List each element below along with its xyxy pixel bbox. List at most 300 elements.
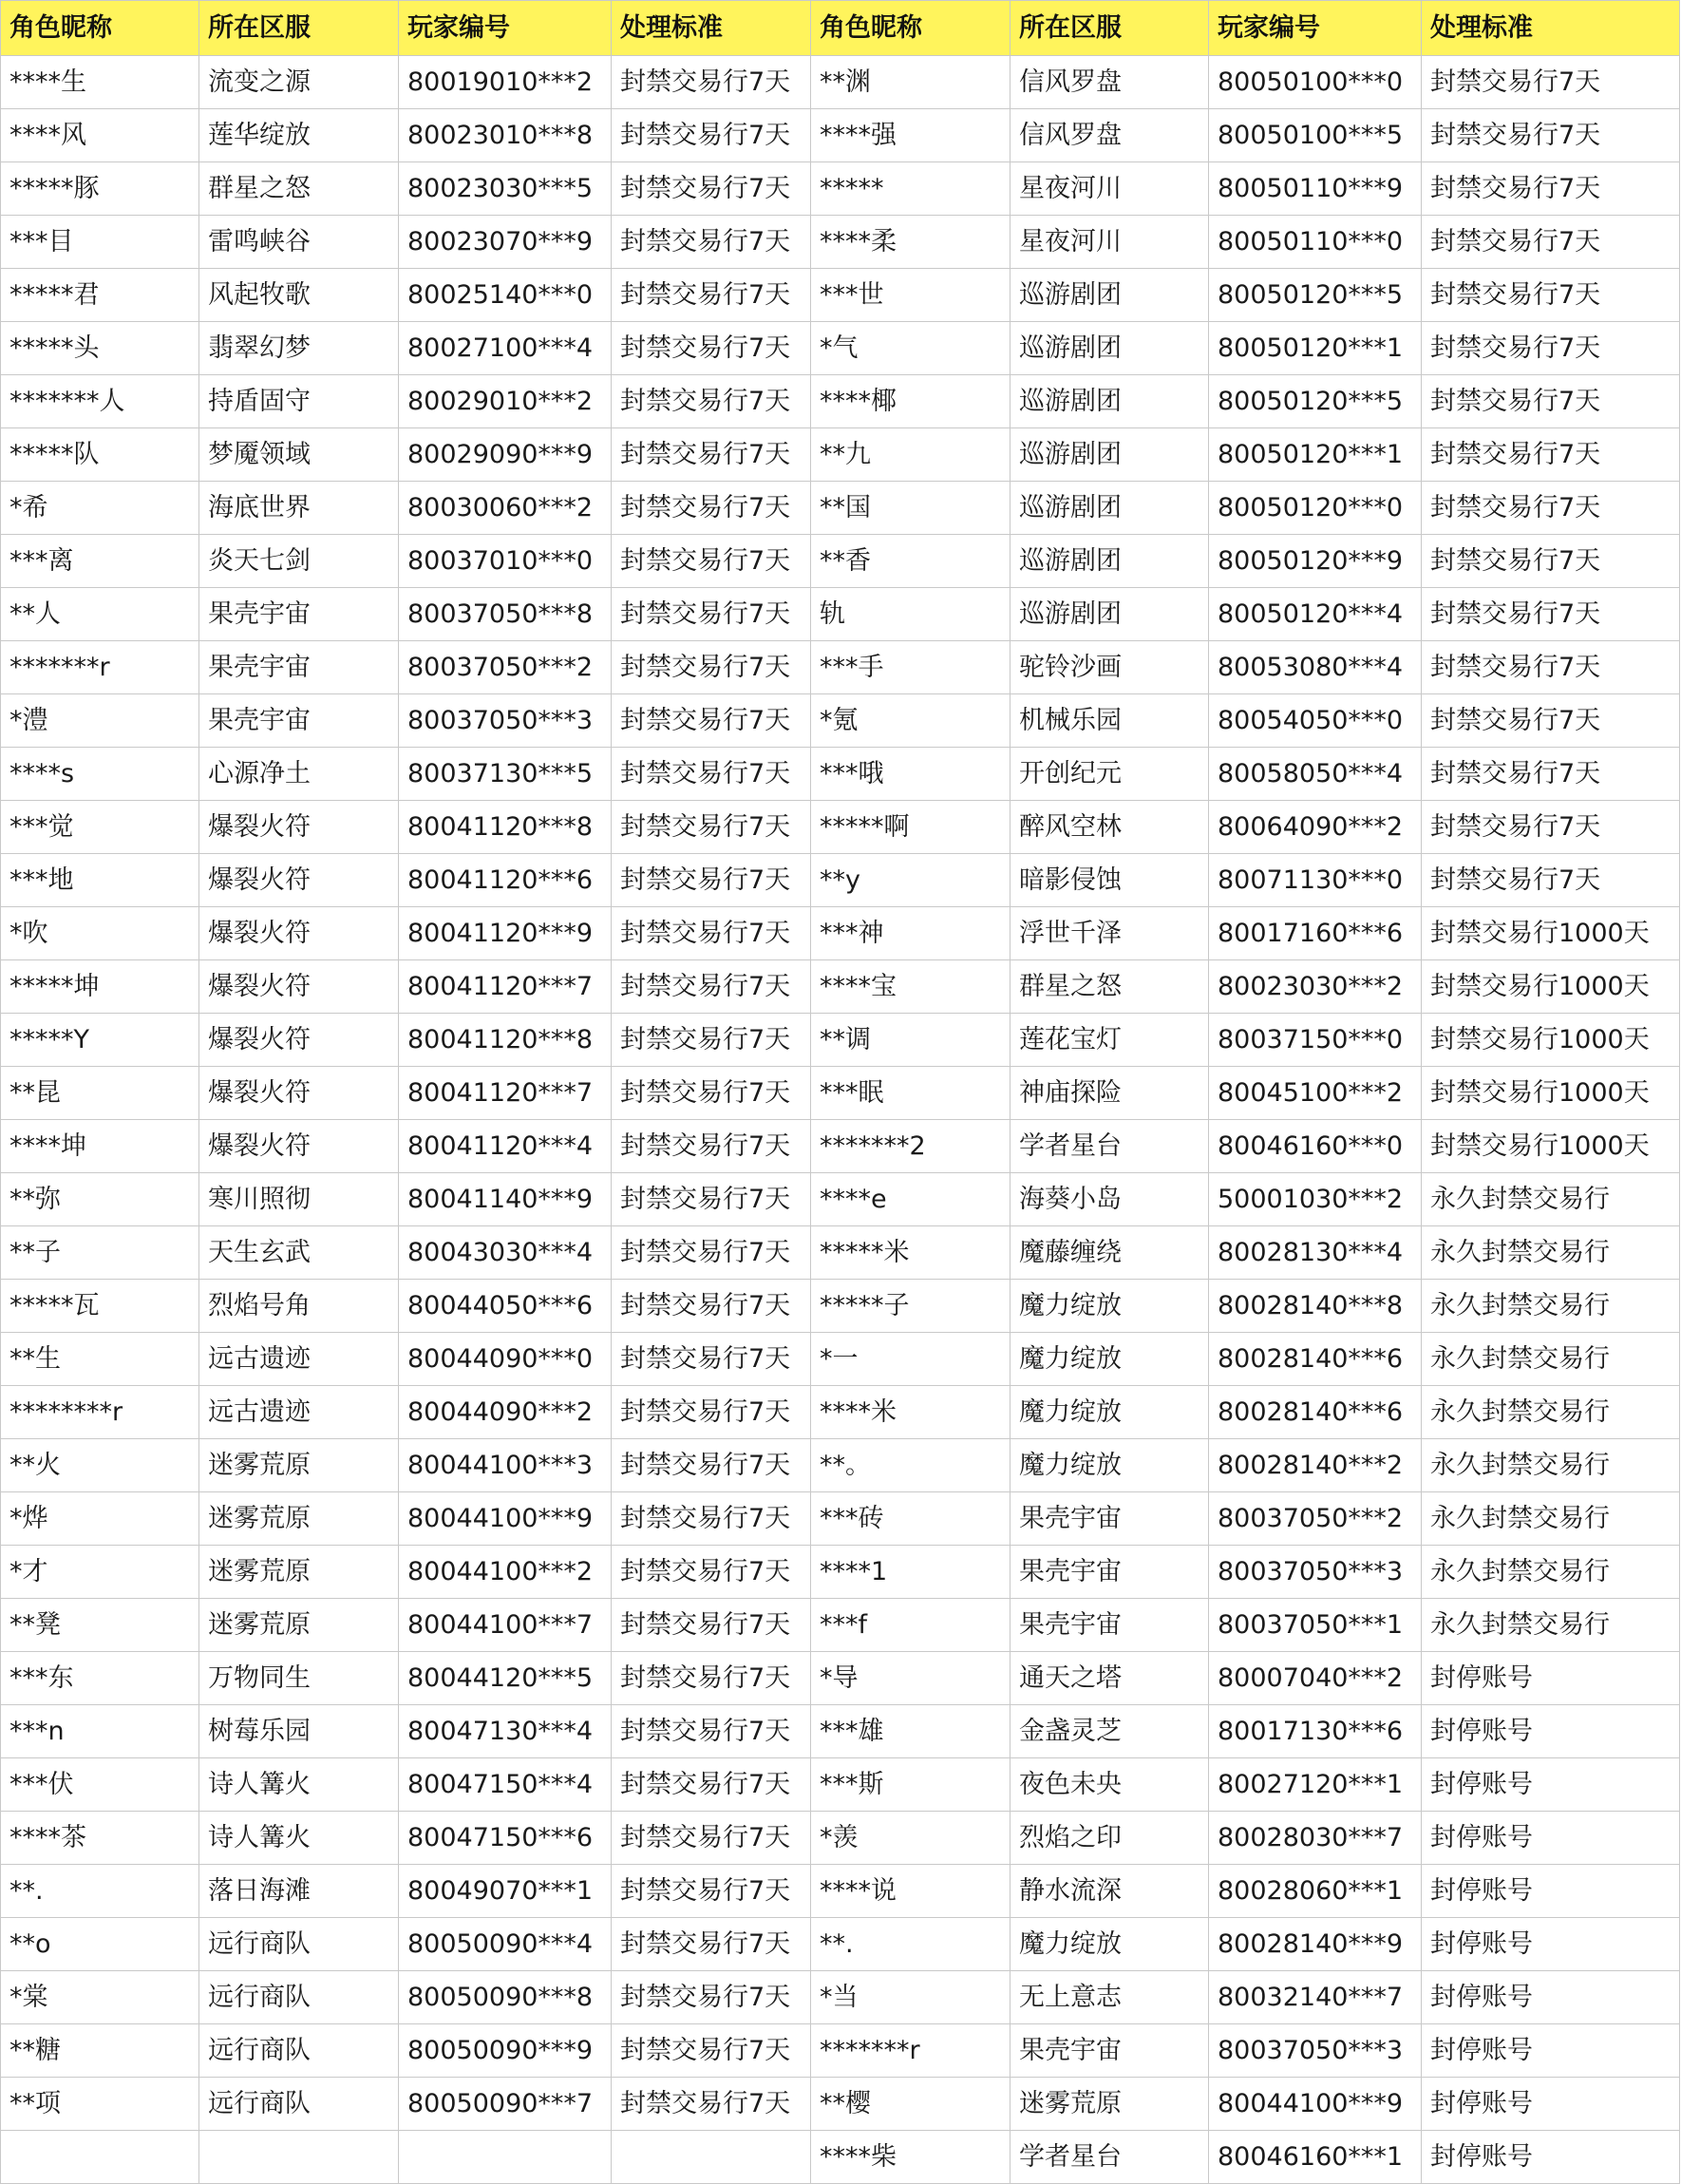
table-row bbox=[1, 1812, 1680, 1865]
cell-server-2: 魔力绽放 bbox=[1010, 1918, 1209, 1971]
cell-server-2: 学者星台 bbox=[1010, 1120, 1209, 1173]
cell-nickname-2: ***世 bbox=[811, 269, 1010, 322]
cell-player-id: 80050090***4 bbox=[399, 1918, 612, 1971]
cell-server-2: 醉风空林 bbox=[1010, 801, 1209, 854]
cell-player-id-2: 80032140***7 bbox=[1209, 1971, 1422, 2024]
cell-penalty-2: 封禁交易行7天 bbox=[1422, 428, 1680, 482]
cell-player-id-2: 80045100***2 bbox=[1209, 1067, 1422, 1120]
cell-server: 远古遗迹 bbox=[199, 1386, 399, 1439]
cell-penalty-2: 封禁交易行1000天 bbox=[1422, 1014, 1680, 1067]
cell-player-id-2: 80037050***3 bbox=[1209, 1546, 1422, 1599]
cell-nickname: ********r bbox=[1, 1386, 199, 1439]
table-header-row bbox=[1, 1, 1680, 56]
table-row bbox=[1, 375, 1680, 428]
cell-server bbox=[199, 2131, 399, 2184]
cell-nickname: *希 bbox=[1, 482, 199, 535]
cell-player-id: 80037050***3 bbox=[399, 694, 612, 748]
table-row bbox=[1, 1546, 1680, 1599]
cell-penalty-2: 封停账号 bbox=[1422, 1971, 1680, 2024]
cell-penalty: 封禁交易行7天 bbox=[612, 1226, 811, 1280]
cell-server-2: 莲花宝灯 bbox=[1010, 1014, 1209, 1067]
cell-nickname-2: ***手 bbox=[811, 641, 1010, 694]
cell-nickname: **. bbox=[1, 1865, 199, 1918]
table-row bbox=[1, 1599, 1680, 1652]
cell-nickname: ***离 bbox=[1, 535, 199, 588]
table-row bbox=[1, 694, 1680, 748]
cell-player-id-2: 80050100***0 bbox=[1209, 56, 1422, 109]
cell-player-id-2: 80028140***9 bbox=[1209, 1918, 1422, 1971]
table-row bbox=[1, 641, 1680, 694]
cell-server: 天生玄武 bbox=[199, 1226, 399, 1280]
cell-penalty: 封禁交易行7天 bbox=[612, 960, 811, 1014]
cell-player-id-2: 80028140***6 bbox=[1209, 1386, 1422, 1439]
cell-player-id-2: 80064090***2 bbox=[1209, 801, 1422, 854]
cell-penalty: 封禁交易行7天 bbox=[612, 1705, 811, 1758]
cell-server-2: 烈焰之印 bbox=[1010, 1812, 1209, 1865]
cell-penalty-2: 封禁交易行1000天 bbox=[1422, 907, 1680, 960]
cell-player-id-2: 80044100***9 bbox=[1209, 2078, 1422, 2131]
cell-penalty-2: 封停账号 bbox=[1422, 1812, 1680, 1865]
cell-penalty: 封禁交易行7天 bbox=[612, 216, 811, 269]
cell-nickname: *澧 bbox=[1, 694, 199, 748]
cell-player-id-2: 80037150***0 bbox=[1209, 1014, 1422, 1067]
cell-penalty: 封禁交易行7天 bbox=[612, 694, 811, 748]
cell-nickname: *才 bbox=[1, 1546, 199, 1599]
cell-nickname: *****君 bbox=[1, 269, 199, 322]
cell-penalty: 封禁交易行7天 bbox=[612, 1014, 811, 1067]
cell-player-id: 80044090***0 bbox=[399, 1333, 612, 1386]
cell-penalty-2: 封禁交易行7天 bbox=[1422, 482, 1680, 535]
cell-nickname: **凳 bbox=[1, 1599, 199, 1652]
cell-penalty: 封禁交易行7天 bbox=[612, 162, 811, 216]
cell-nickname-2: *****啊 bbox=[811, 801, 1010, 854]
table-row bbox=[1, 1918, 1680, 1971]
cell-player-id: 80041120***7 bbox=[399, 960, 612, 1014]
cell-nickname: *棠 bbox=[1, 1971, 199, 2024]
cell-server: 翡翠幻梦 bbox=[199, 322, 399, 375]
table-row bbox=[1, 960, 1680, 1014]
cell-player-id: 80030060***2 bbox=[399, 482, 612, 535]
cell-player-id-2: 80028030***7 bbox=[1209, 1812, 1422, 1865]
cell-nickname-2: **. bbox=[811, 1918, 1010, 1971]
cell-penalty-2: 封禁交易行1000天 bbox=[1422, 960, 1680, 1014]
cell-server-2: 学者星台 bbox=[1010, 2131, 1209, 2184]
cell-server: 爆裂火符 bbox=[199, 960, 399, 1014]
table-row bbox=[1, 109, 1680, 162]
cell-nickname: ****风 bbox=[1, 109, 199, 162]
cell-player-id: 80044120***5 bbox=[399, 1652, 612, 1705]
cell-player-id-2: 80046160***1 bbox=[1209, 2131, 1422, 2184]
cell-nickname-2: ****柴 bbox=[811, 2131, 1010, 2184]
cell-server: 爆裂火符 bbox=[199, 854, 399, 907]
column-header-nickname-2: 角色昵称 bbox=[811, 1, 1010, 56]
cell-nickname: *****Y bbox=[1, 1014, 199, 1067]
cell-penalty-2: 封停账号 bbox=[1422, 2131, 1680, 2184]
table-body bbox=[1, 56, 1680, 2184]
table-row bbox=[1, 1865, 1680, 1918]
table-row bbox=[1, 907, 1680, 960]
table-row bbox=[1, 588, 1680, 641]
cell-nickname-2: **樱 bbox=[811, 2078, 1010, 2131]
cell-nickname bbox=[1, 2131, 199, 2184]
cell-player-id: 80047150***4 bbox=[399, 1758, 612, 1812]
cell-server-2: 通天之塔 bbox=[1010, 1652, 1209, 1705]
cell-penalty-2: 封禁交易行1000天 bbox=[1422, 1067, 1680, 1120]
cell-server: 迷雾荒原 bbox=[199, 1439, 399, 1492]
cell-penalty: 封禁交易行7天 bbox=[612, 269, 811, 322]
cell-penalty: 封禁交易行7天 bbox=[612, 1546, 811, 1599]
cell-player-id-2: 50001030***2 bbox=[1209, 1173, 1422, 1226]
cell-penalty bbox=[612, 2131, 811, 2184]
cell-player-id: 80037050***8 bbox=[399, 588, 612, 641]
cell-nickname: **子 bbox=[1, 1226, 199, 1280]
cell-nickname-2: **调 bbox=[811, 1014, 1010, 1067]
cell-nickname-2: *******r bbox=[811, 2024, 1010, 2078]
table-row bbox=[1, 2131, 1680, 2184]
cell-nickname: **糖 bbox=[1, 2024, 199, 2078]
cell-server-2: 魔力绽放 bbox=[1010, 1386, 1209, 1439]
cell-nickname: **昆 bbox=[1, 1067, 199, 1120]
cell-server: 果壳宇宙 bbox=[199, 588, 399, 641]
cell-penalty-2: 封禁交易行7天 bbox=[1422, 109, 1680, 162]
cell-player-id-2: 80028140***2 bbox=[1209, 1439, 1422, 1492]
cell-nickname-2: ***雄 bbox=[811, 1705, 1010, 1758]
table-row bbox=[1, 56, 1680, 109]
cell-penalty-2: 永久封禁交易行 bbox=[1422, 1439, 1680, 1492]
cell-server: 远古遗迹 bbox=[199, 1333, 399, 1386]
cell-nickname: **生 bbox=[1, 1333, 199, 1386]
cell-player-id-2: 80028130***4 bbox=[1209, 1226, 1422, 1280]
cell-server: 迷雾荒原 bbox=[199, 1599, 399, 1652]
cell-nickname: ****坤 bbox=[1, 1120, 199, 1173]
cell-server-2: 巡游剧团 bbox=[1010, 428, 1209, 482]
table-row bbox=[1, 1492, 1680, 1546]
cell-server-2: 魔力绽放 bbox=[1010, 1333, 1209, 1386]
cell-penalty: 封禁交易行7天 bbox=[612, 1280, 811, 1333]
cell-penalty: 封禁交易行7天 bbox=[612, 854, 811, 907]
cell-penalty-2: 永久封禁交易行 bbox=[1422, 1173, 1680, 1226]
cell-player-id-2: 80050120***5 bbox=[1209, 375, 1422, 428]
cell-nickname: ***地 bbox=[1, 854, 199, 907]
cell-nickname: *****瓦 bbox=[1, 1280, 199, 1333]
cell-server: 树莓乐园 bbox=[199, 1705, 399, 1758]
cell-nickname: *****头 bbox=[1, 322, 199, 375]
cell-penalty-2: 永久封禁交易行 bbox=[1422, 1280, 1680, 1333]
cell-server: 诗人篝火 bbox=[199, 1758, 399, 1812]
cell-nickname-2: **y bbox=[811, 854, 1010, 907]
cell-server-2: 机械乐园 bbox=[1010, 694, 1209, 748]
cell-player-id-2: 80053080***4 bbox=[1209, 641, 1422, 694]
cell-server: 流变之源 bbox=[199, 56, 399, 109]
cell-nickname-2: ****宝 bbox=[811, 960, 1010, 1014]
cell-penalty: 封禁交易行7天 bbox=[612, 322, 811, 375]
cell-server-2: 巡游剧团 bbox=[1010, 269, 1209, 322]
cell-penalty: 封禁交易行7天 bbox=[612, 1386, 811, 1439]
cell-penalty-2: 永久封禁交易行 bbox=[1422, 1599, 1680, 1652]
cell-penalty: 封禁交易行7天 bbox=[612, 482, 811, 535]
cell-player-id-2: 80050120***0 bbox=[1209, 482, 1422, 535]
table-row bbox=[1, 2024, 1680, 2078]
cell-nickname: **o bbox=[1, 1918, 199, 1971]
cell-player-id-2: 80046160***0 bbox=[1209, 1120, 1422, 1173]
cell-player-id: 80041140***9 bbox=[399, 1173, 612, 1226]
cell-nickname-2: ****米 bbox=[811, 1386, 1010, 1439]
cell-player-id: 80029010***2 bbox=[399, 375, 612, 428]
cell-nickname-2: **国 bbox=[811, 482, 1010, 535]
cell-server: 梦魇领域 bbox=[199, 428, 399, 482]
cell-penalty-2: 封禁交易行7天 bbox=[1422, 694, 1680, 748]
cell-penalty: 封禁交易行7天 bbox=[612, 1599, 811, 1652]
cell-player-id-2: 80050110***0 bbox=[1209, 216, 1422, 269]
cell-penalty-2: 封禁交易行7天 bbox=[1422, 854, 1680, 907]
table-row bbox=[1, 1067, 1680, 1120]
cell-penalty: 封禁交易行7天 bbox=[612, 1439, 811, 1492]
cell-penalty-2: 封停账号 bbox=[1422, 1652, 1680, 1705]
cell-player-id: 80044100***9 bbox=[399, 1492, 612, 1546]
cell-player-id: 80044100***7 bbox=[399, 1599, 612, 1652]
cell-penalty: 封禁交易行7天 bbox=[612, 1758, 811, 1812]
cell-penalty-2: 封禁交易行7天 bbox=[1422, 56, 1680, 109]
cell-nickname-2: *****子 bbox=[811, 1280, 1010, 1333]
cell-player-id: 80037010***0 bbox=[399, 535, 612, 588]
cell-nickname-2: 轨 bbox=[811, 588, 1010, 641]
cell-server: 爆裂火符 bbox=[199, 1014, 399, 1067]
cell-server-2: 巡游剧团 bbox=[1010, 322, 1209, 375]
column-header-player-id-2: 玩家编号 bbox=[1209, 1, 1422, 56]
cell-player-id: 80019010***2 bbox=[399, 56, 612, 109]
cell-penalty: 封禁交易行7天 bbox=[612, 641, 811, 694]
cell-player-id-2: 80028140***6 bbox=[1209, 1333, 1422, 1386]
cell-player-id: 80041120***9 bbox=[399, 907, 612, 960]
cell-server-2: 群星之怒 bbox=[1010, 960, 1209, 1014]
cell-nickname: *烨 bbox=[1, 1492, 199, 1546]
cell-penalty: 封禁交易行7天 bbox=[612, 588, 811, 641]
cell-player-id: 80027100***4 bbox=[399, 322, 612, 375]
cell-server-2: 夜色未央 bbox=[1010, 1758, 1209, 1812]
cell-player-id-2: 80050120***1 bbox=[1209, 428, 1422, 482]
cell-nickname-2: *羡 bbox=[811, 1812, 1010, 1865]
column-header-penalty-2: 处理标准 bbox=[1422, 1, 1680, 56]
cell-server: 诗人篝火 bbox=[199, 1812, 399, 1865]
cell-server: 万物同生 bbox=[199, 1652, 399, 1705]
cell-penalty-2: 永久封禁交易行 bbox=[1422, 1386, 1680, 1439]
cell-penalty: 封禁交易行7天 bbox=[612, 801, 811, 854]
cell-server: 迷雾荒原 bbox=[199, 1546, 399, 1599]
cell-server: 持盾固守 bbox=[199, 375, 399, 428]
cell-player-id: 80041120***6 bbox=[399, 854, 612, 907]
cell-player-id: 80044090***2 bbox=[399, 1386, 612, 1439]
cell-server: 心源净土 bbox=[199, 748, 399, 801]
cell-server-2: 巡游剧团 bbox=[1010, 535, 1209, 588]
cell-penalty: 封禁交易行7天 bbox=[612, 748, 811, 801]
table-row bbox=[1, 1014, 1680, 1067]
table-row bbox=[1, 1226, 1680, 1280]
cell-player-id-2: 80050120***5 bbox=[1209, 269, 1422, 322]
cell-nickname-2: *气 bbox=[811, 322, 1010, 375]
cell-server-2: 无上意志 bbox=[1010, 1971, 1209, 2024]
table-row bbox=[1, 2078, 1680, 2131]
cell-penalty-2: 封停账号 bbox=[1422, 1865, 1680, 1918]
cell-player-id: 80050090***9 bbox=[399, 2024, 612, 2078]
cell-server: 寒川照彻 bbox=[199, 1173, 399, 1226]
table-row bbox=[1, 428, 1680, 482]
cell-penalty-2: 封停账号 bbox=[1422, 1705, 1680, 1758]
cell-penalty: 封禁交易行7天 bbox=[612, 1971, 811, 2024]
cell-nickname-2: **。 bbox=[811, 1439, 1010, 1492]
cell-server: 炎天七剑 bbox=[199, 535, 399, 588]
cell-nickname-2: *一 bbox=[811, 1333, 1010, 1386]
table-row bbox=[1, 1758, 1680, 1812]
cell-nickname-2: ***** bbox=[811, 162, 1010, 216]
cell-penalty: 封禁交易行7天 bbox=[612, 428, 811, 482]
cell-penalty: 封禁交易行7天 bbox=[612, 1918, 811, 1971]
cell-penalty-2: 封禁交易行7天 bbox=[1422, 535, 1680, 588]
cell-player-id-2: 80050120***1 bbox=[1209, 322, 1422, 375]
table-row bbox=[1, 1971, 1680, 2024]
cell-player-id: 80023070***9 bbox=[399, 216, 612, 269]
cell-server: 群星之怒 bbox=[199, 162, 399, 216]
cell-nickname-2: *当 bbox=[811, 1971, 1010, 2024]
cell-nickname: *****豚 bbox=[1, 162, 199, 216]
cell-player-id-2: 80050100***5 bbox=[1209, 109, 1422, 162]
column-header-player-id: 玩家编号 bbox=[399, 1, 612, 56]
cell-server: 迷雾荒原 bbox=[199, 1492, 399, 1546]
cell-server-2: 海葵小岛 bbox=[1010, 1173, 1209, 1226]
table-row bbox=[1, 162, 1680, 216]
cell-penalty: 封禁交易行7天 bbox=[612, 1652, 811, 1705]
table-row bbox=[1, 1439, 1680, 1492]
table-row bbox=[1, 1705, 1680, 1758]
cell-nickname: ****茶 bbox=[1, 1812, 199, 1865]
cell-player-id: 80044100***2 bbox=[399, 1546, 612, 1599]
cell-server: 莲华绽放 bbox=[199, 109, 399, 162]
cell-nickname: *****队 bbox=[1, 428, 199, 482]
cell-player-id: 80023010***8 bbox=[399, 109, 612, 162]
cell-nickname-2: *氪 bbox=[811, 694, 1010, 748]
cell-player-id-2: 80050120***4 bbox=[1209, 588, 1422, 641]
cell-penalty-2: 封禁交易行7天 bbox=[1422, 588, 1680, 641]
cell-penalty-2: 永久封禁交易行 bbox=[1422, 1492, 1680, 1546]
table-row bbox=[1, 269, 1680, 322]
cell-penalty-2: 封禁交易行7天 bbox=[1422, 216, 1680, 269]
cell-nickname-2: ***眠 bbox=[811, 1067, 1010, 1120]
cell-server: 落日海滩 bbox=[199, 1865, 399, 1918]
table-row bbox=[1, 801, 1680, 854]
cell-player-id-2: 80050110***9 bbox=[1209, 162, 1422, 216]
cell-penalty-2: 永久封禁交易行 bbox=[1422, 1546, 1680, 1599]
cell-player-id-2: 80054050***0 bbox=[1209, 694, 1422, 748]
cell-server-2: 魔力绽放 bbox=[1010, 1439, 1209, 1492]
cell-player-id: 80023030***5 bbox=[399, 162, 612, 216]
table-row bbox=[1, 854, 1680, 907]
cell-nickname: **项 bbox=[1, 2078, 199, 2131]
cell-server: 风起牧歌 bbox=[199, 269, 399, 322]
cell-penalty-2: 封停账号 bbox=[1422, 2024, 1680, 2078]
cell-server-2: 果壳宇宙 bbox=[1010, 1599, 1209, 1652]
cell-nickname-2: *******2 bbox=[811, 1120, 1010, 1173]
cell-player-id: 80037050***2 bbox=[399, 641, 612, 694]
column-header-server-2: 所在区服 bbox=[1010, 1, 1209, 56]
cell-penalty: 封禁交易行7天 bbox=[612, 1492, 811, 1546]
table-row bbox=[1, 748, 1680, 801]
cell-server: 远行商队 bbox=[199, 1918, 399, 1971]
cell-player-id-2: 80028060***1 bbox=[1209, 1865, 1422, 1918]
cell-player-id-2: 80017130***6 bbox=[1209, 1705, 1422, 1758]
cell-player-id-2: 80037050***3 bbox=[1209, 2024, 1422, 2078]
cell-server: 烈焰号角 bbox=[199, 1280, 399, 1333]
cell-server-2: 静水流深 bbox=[1010, 1865, 1209, 1918]
cell-nickname: *******人 bbox=[1, 375, 199, 428]
cell-player-id-2: 80027120***1 bbox=[1209, 1758, 1422, 1812]
table-row bbox=[1, 1386, 1680, 1439]
cell-player-id: 80029090***9 bbox=[399, 428, 612, 482]
cell-penalty-2: 永久封禁交易行 bbox=[1422, 1226, 1680, 1280]
cell-nickname-2: ****强 bbox=[811, 109, 1010, 162]
cell-nickname: ***伏 bbox=[1, 1758, 199, 1812]
cell-server-2: 星夜河川 bbox=[1010, 162, 1209, 216]
cell-player-id: 80041120***4 bbox=[399, 1120, 612, 1173]
cell-nickname: *****坤 bbox=[1, 960, 199, 1014]
cell-nickname-2: ***f bbox=[811, 1599, 1010, 1652]
table-row bbox=[1, 1173, 1680, 1226]
cell-server: 爆裂火符 bbox=[199, 801, 399, 854]
cell-nickname: ***东 bbox=[1, 1652, 199, 1705]
cell-penalty-2: 封禁交易行7天 bbox=[1422, 748, 1680, 801]
cell-player-id-2: 80058050***4 bbox=[1209, 748, 1422, 801]
cell-server-2: 星夜河川 bbox=[1010, 216, 1209, 269]
cell-server: 雷鸣峡谷 bbox=[199, 216, 399, 269]
cell-server-2: 果壳宇宙 bbox=[1010, 1492, 1209, 1546]
cell-nickname: **人 bbox=[1, 588, 199, 641]
cell-player-id-2: 80071130***0 bbox=[1209, 854, 1422, 907]
cell-penalty-2: 封禁交易行1000天 bbox=[1422, 1120, 1680, 1173]
cell-server: 爆裂火符 bbox=[199, 907, 399, 960]
cell-player-id: 80050090***7 bbox=[399, 2078, 612, 2131]
cell-server-2: 信风罗盘 bbox=[1010, 109, 1209, 162]
cell-penalty: 封禁交易行7天 bbox=[612, 1812, 811, 1865]
column-header-server: 所在区服 bbox=[199, 1, 399, 56]
table-row bbox=[1, 322, 1680, 375]
cell-player-id: 80044050***6 bbox=[399, 1280, 612, 1333]
cell-nickname-2: **九 bbox=[811, 428, 1010, 482]
column-header-nickname: 角色昵称 bbox=[1, 1, 199, 56]
table-row bbox=[1, 535, 1680, 588]
cell-nickname: ***目 bbox=[1, 216, 199, 269]
cell-player-id-2: 80050120***9 bbox=[1209, 535, 1422, 588]
cell-server: 果壳宇宙 bbox=[199, 641, 399, 694]
cell-server: 果壳宇宙 bbox=[199, 694, 399, 748]
cell-penalty-2: 封禁交易行7天 bbox=[1422, 641, 1680, 694]
cell-penalty: 封禁交易行7天 bbox=[612, 1333, 811, 1386]
cell-nickname-2: *导 bbox=[811, 1652, 1010, 1705]
cell-nickname-2: *****米 bbox=[811, 1226, 1010, 1280]
cell-nickname-2: ****柔 bbox=[811, 216, 1010, 269]
cell-penalty-2: 封禁交易行7天 bbox=[1422, 162, 1680, 216]
cell-server: 远行商队 bbox=[199, 2078, 399, 2131]
cell-server: 爆裂火符 bbox=[199, 1067, 399, 1120]
cell-player-id: 80037130***5 bbox=[399, 748, 612, 801]
column-header-penalty: 处理标准 bbox=[612, 1, 811, 56]
cell-penalty-2: 封停账号 bbox=[1422, 1918, 1680, 1971]
cell-server: 爆裂火符 bbox=[199, 1120, 399, 1173]
cell-player-id: 80041120***8 bbox=[399, 1014, 612, 1067]
cell-server-2: 信风罗盘 bbox=[1010, 56, 1209, 109]
cell-nickname: *吹 bbox=[1, 907, 199, 960]
cell-nickname-2: ****e bbox=[811, 1173, 1010, 1226]
cell-player-id: 80025140***0 bbox=[399, 269, 612, 322]
table-row bbox=[1, 1280, 1680, 1333]
cell-player-id: 80041120***8 bbox=[399, 801, 612, 854]
